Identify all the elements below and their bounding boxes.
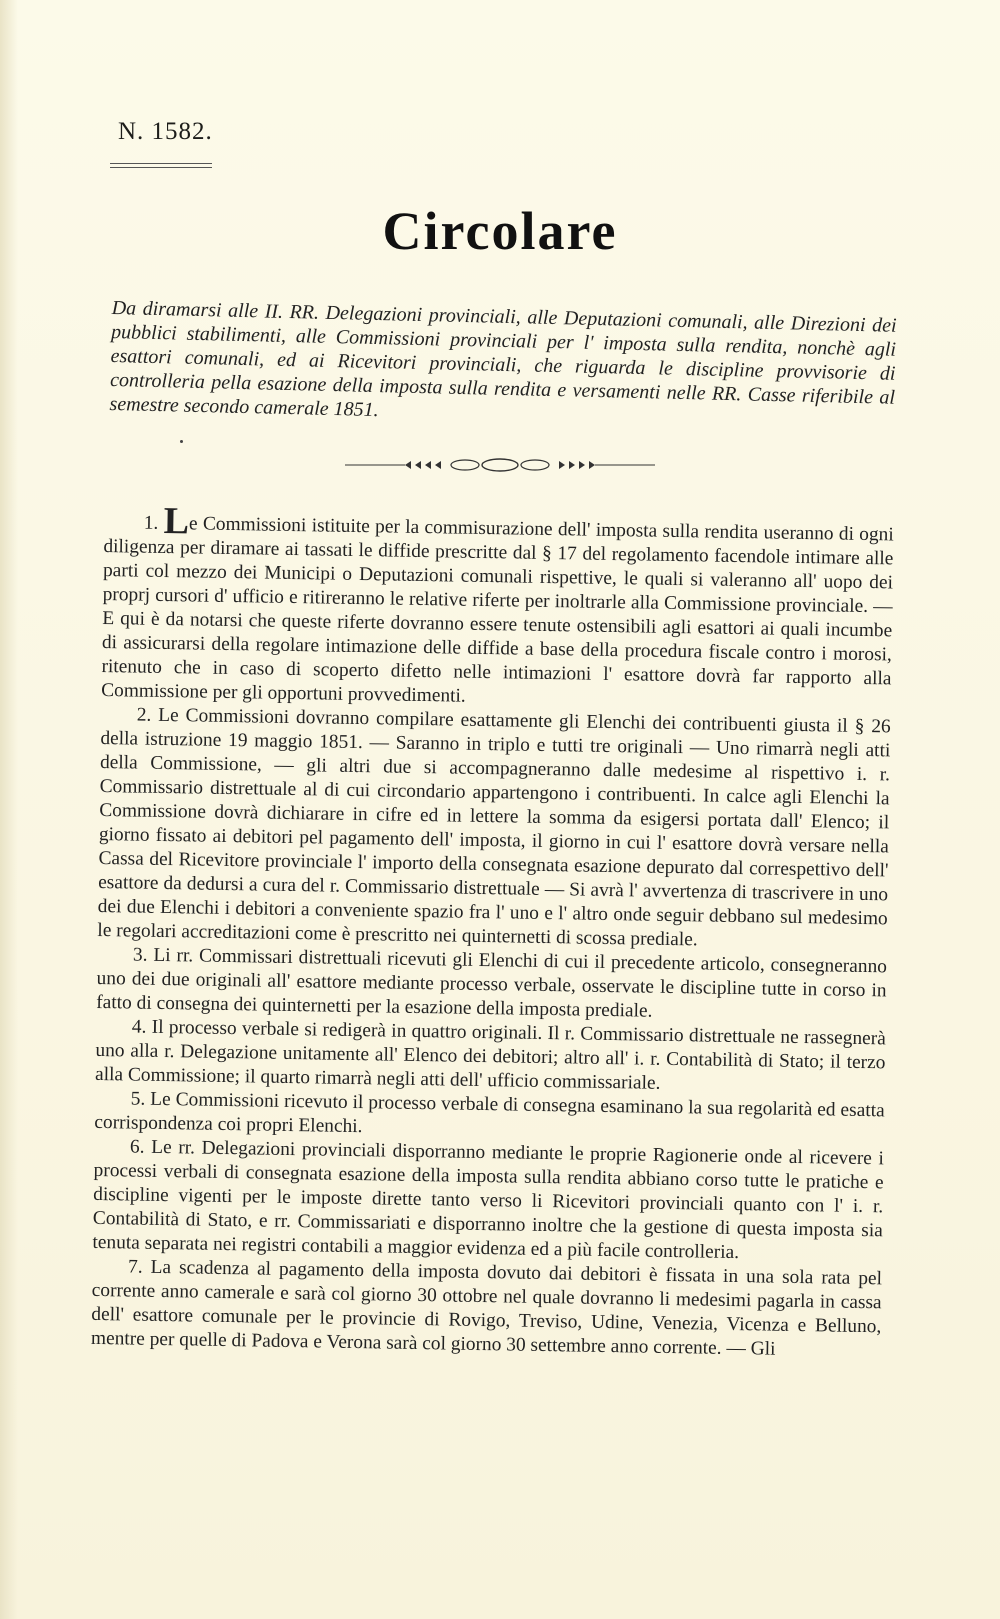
document-number: N. 1582.: [118, 118, 213, 145]
number-underline: [110, 163, 212, 168]
intro-paragraph: Da diramarsi alle II. RR. Delegazioni provinciali, alle Deputazioni comunali, alle Direzioni dei pubblici stabilimenti, alle Commissioni provinciali per l' imposta sulla rendita, nonchè agli esattori comunali, ed ai Ricevitori provinciali, che riguarda le discipline provvisorie di controlleria pella esazione della imposta sulla rendita e versamenti nelle RR. Casse riferibile al semestre secondo camerale 1851.: [109, 296, 897, 422]
paragraph-2: 2. Le Commissioni dovranno compilare esattamente gli Elenchi dei contribuenti giusta il § 26 della istruzione 19 maggio 1851. — Saranno in triplo e tutti tre originali — Uno rimarrà negli atti della Commissione, — gli altri due si accompagneranno dalle medesime al rispettivo i. r. Commissario distrettuale al di cui circondario appartengono i contribuenti. In calce agli Elenchi la Commissione dovrà dichiarare in cifre ed in lettere la somma da esigersi portata dall' Elenco; il giorno fissato ai debitori pel pagamento dell' imposta, il giorno in cui l' esattore dovrà versare nella Cassa del Ricevitore provinciale l' importo della consegnata esazione depurato dal correspettivo dell' esattore da dedursi a cura del r. Commissario distrettuale — Si avrà l' avvertenza di trascrivere in uno dei due Elenchi i debitori a conveniente spazio fra l' uno e l' altro onde seguir debbano sul medesimo le regolari accreditazioni come è prescritto nei quinternetti di scossa prediale.: [97, 704, 891, 951]
document-title: Circolare: [382, 201, 618, 261]
paragraph-7: 7. La scadenza al pagamento della imposta dovuto dai debitori è fissata in una sola rata pel corrente anno camerale e sarà col giorno 30 ottobre nel quale dovranno li medesimi pagarla in cassa dell' esattore comunale per le provincie di Rovigo, Treviso, Udine, Venezia, Vicenza e Belluno, mentre per quelle di Padova e Verona sarà col giorno 30 settembre anno corrente. — Gli: [90, 1256, 883, 1360]
ornament-divider: [345, 455, 655, 475]
paragraph-1-text: e Commissioni istituite per la commisurazione dell' imposta sulla rendita useranno di ogni diligenza per diramare ai tassati le diffide prescritte dal § 17 del regolamento facendole intimare alle parti col mezzo dei Municipi o Deputazioni comunali rispettive, le quali si valeranno all' uopo dei proprj cursori d' ufficio e ritireranno le relative riferte per inoltrarle alla Commissione provinciale. — E qui è da notarsi che queste riferte dovranno essere tenute ostensibili agli esattori ai quali incumbe di assicurarsi della regolare intimazione delle diffide a base della procedura fiscale contro i morosi, ritenuto che in caso di scoperto difetto nelle intimazioni l' esattore dovrà far rapporto alla Commissione per gli opportuni provvedimenti.: [100, 513, 894, 707]
paragraph-3: 3. Li rr. Commissari distrettuali ricevuti gli Elenchi di cui il precedente articolo, consegneranno uno dei due originali all' esattore mediante processo verbale, osservate le discipline tutte in corso in fatto di consegna dei quinternetti per la esazione della imposta prediale.: [96, 944, 888, 1022]
body-text: [90, 499, 894, 1363]
paragraph-1: [100, 499, 894, 715]
ink-speck: [180, 440, 183, 443]
paragraph-6: 6. Le rr. Delegazioni provinciali disporranno mediante le proprie Ragionerie onde al ricevere i processi verbali di consegnata esazione della imposta sulla rendita abbiano corso tutte le pratiche e discipline vigenti per le imposte dirette tanto verso li Ricevitori provinciali quanto con l' i. r. Contabilità di Stato, e rr. Commissariati e disporranno inoltre che la gestione di questa imposta sia tenuta separata nei registri contabili a maggior evidenza ed a più facile controlleria.: [92, 1136, 885, 1264]
paragraph-4: 4. Il processo verbale si redigerà in quattro originali. Il r. Commissario distrettuale ne rassegnerà uno alla r. Delegazione unitamente all' Elenco dei debitori; altro all' i. r. Contabilità di Stato; il terzo alla Commissione; il quarto rimarrà negli atti dell' ufficio commissariale.: [94, 1016, 886, 1094]
drop-cap: L: [163, 499, 190, 543]
paragraph-number: 1.: [143, 512, 164, 534]
paragraph-5: 5. Le Commissioni ricevuto il processo verbale di consegna esaminano la sua regolarità ed esatta corrispondenza coi propri Elenchi.: [94, 1088, 885, 1138]
